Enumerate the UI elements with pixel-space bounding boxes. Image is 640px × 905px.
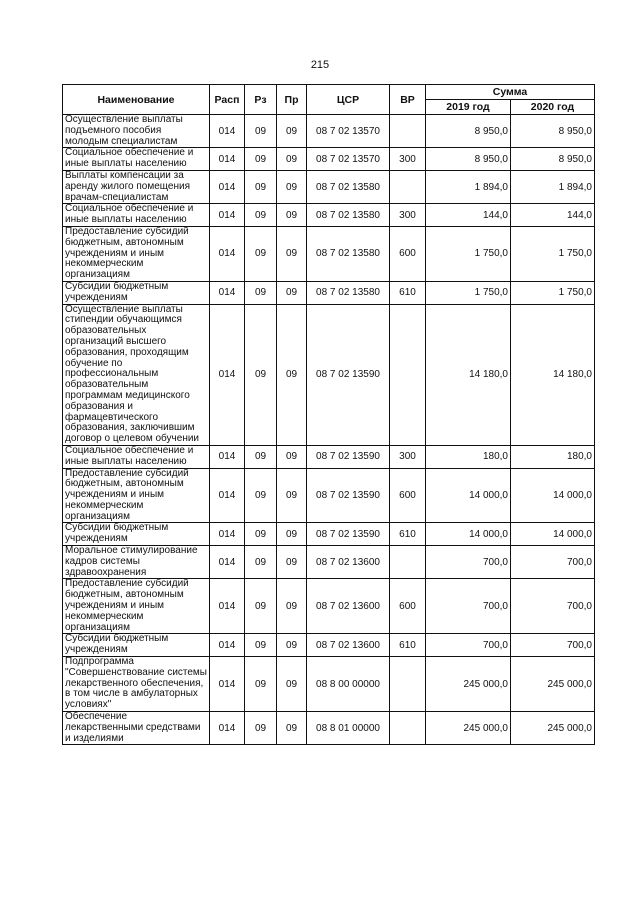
row-vr: 610 [390,523,426,546]
row-sum-2019: 8 950,0 [426,148,511,171]
row-name: Субсидии бюджетным учреждениям [63,281,210,304]
row-pr: 09 [277,226,307,281]
row-rz: 09 [245,546,277,579]
table-row [63,468,595,523]
row-name: Субсидии бюджетным учреждениям [63,634,210,657]
row-csr: 08 7 02 13600 [307,634,390,657]
row-rasp: 014 [210,579,245,634]
row-sum-2020: 14 000,0 [511,523,595,546]
row-name: Социальное обеспечение и иные выплаты населению [63,445,210,468]
row-rasp: 014 [210,712,245,745]
row-csr: 08 7 02 13580 [307,204,390,227]
row-sum-2020: 1 750,0 [511,226,595,281]
row-sum-2019: 1 894,0 [426,170,511,203]
row-csr: 08 7 02 13580 [307,226,390,281]
table-row [63,170,595,203]
row-pr: 09 [277,546,307,579]
row-name: Социальное обеспечение и иные выплаты населению [63,204,210,227]
header-rz: Рз [245,85,277,115]
row-sum-2020: 8 950,0 [511,115,595,148]
row-vr: 610 [390,281,426,304]
row-csr: 08 7 02 13580 [307,170,390,203]
row-vr [390,712,426,745]
row-sum-2019: 1 750,0 [426,226,511,281]
row-name: Подпрограмма "Совершенствование системы лекарственного обеспечения, в том числе в амбулаторных условиях" [63,657,210,712]
row-csr: 08 7 02 13570 [307,148,390,171]
row-pr: 09 [277,657,307,712]
row-rasp: 014 [210,546,245,579]
header-pr: Пр [277,85,307,115]
header-summa: Сумма [426,85,595,100]
row-rasp: 014 [210,634,245,657]
row-sum-2019: 144,0 [426,204,511,227]
row-vr: 300 [390,148,426,171]
table-row [63,304,595,445]
budget-table [62,84,595,745]
row-rasp: 014 [210,281,245,304]
row-pr: 09 [277,634,307,657]
row-rz: 09 [245,468,277,523]
row-csr: 08 7 02 13590 [307,445,390,468]
row-rz: 09 [245,204,277,227]
row-csr: 08 7 02 13580 [307,281,390,304]
row-rasp: 014 [210,657,245,712]
row-sum-2020: 700,0 [511,634,595,657]
row-name: Моральное стимулирование кадров системы здравоохранения [63,546,210,579]
row-vr [390,170,426,203]
row-rz: 09 [245,148,277,171]
row-csr: 08 7 02 13590 [307,304,390,445]
table-row [63,281,595,304]
row-rz: 09 [245,657,277,712]
table-header [63,85,595,115]
row-pr: 09 [277,712,307,745]
header-vr: ВР [390,85,426,115]
row-rasp: 014 [210,204,245,227]
row-sum-2019: 14 000,0 [426,523,511,546]
row-vr [390,115,426,148]
row-sum-2020: 700,0 [511,546,595,579]
row-pr: 09 [277,579,307,634]
header-2019: 2019 год [426,100,511,115]
row-rz: 09 [245,445,277,468]
row-sum-2019: 700,0 [426,579,511,634]
header-2020: 2020 год [511,100,595,115]
page-number: 215 [310,59,330,71]
row-rz: 09 [245,579,277,634]
row-rz: 09 [245,712,277,745]
table-row [63,657,595,712]
row-sum-2020: 1 750,0 [511,281,595,304]
row-sum-2019: 700,0 [426,634,511,657]
header-csr: ЦСР [307,85,390,115]
row-sum-2019: 245 000,0 [426,657,511,712]
row-rz: 09 [245,281,277,304]
row-vr: 600 [390,226,426,281]
row-name: Субсидии бюджетным учреждениям [63,523,210,546]
row-sum-2020: 180,0 [511,445,595,468]
row-csr: 08 7 02 13600 [307,579,390,634]
row-name: Обеспечение лекарственными средствами и изделиями [63,712,210,745]
row-rz: 09 [245,634,277,657]
table-row [63,712,595,745]
row-sum-2020: 245 000,0 [511,657,595,712]
row-csr: 08 7 02 13590 [307,523,390,546]
header-rasp: Расп [210,85,245,115]
row-vr: 300 [390,204,426,227]
table-row [63,634,595,657]
row-rz: 09 [245,304,277,445]
row-pr: 09 [277,281,307,304]
row-pr: 09 [277,148,307,171]
table-row [63,148,595,171]
row-csr: 08 7 02 13570 [307,115,390,148]
row-rz: 09 [245,170,277,203]
row-rasp: 014 [210,226,245,281]
row-sum-2020: 245 000,0 [511,712,595,745]
row-csr: 08 8 01 00000 [307,712,390,745]
row-name: Выплаты компенсации за аренду жилого помещения врачам-специалистам [63,170,210,203]
row-vr [390,657,426,712]
row-pr: 09 [277,170,307,203]
row-sum-2019: 14 180,0 [426,304,511,445]
row-sum-2019: 245 000,0 [426,712,511,745]
row-name: Социальное обеспечение и иные выплаты населению [63,148,210,171]
row-pr: 09 [277,304,307,445]
row-rasp: 014 [210,468,245,523]
row-rasp: 014 [210,170,245,203]
row-name: Предоставление субсидий бюджетным, автономным учреждениям и иным некоммерческим организациям [63,468,210,523]
row-sum-2019: 14 000,0 [426,468,511,523]
row-sum-2020: 700,0 [511,579,595,634]
row-rasp: 014 [210,304,245,445]
table-row [63,204,595,227]
row-rz: 09 [245,226,277,281]
row-vr [390,546,426,579]
row-sum-2020: 144,0 [511,204,595,227]
table-body [63,115,595,745]
row-csr: 08 7 02 13590 [307,468,390,523]
row-rasp: 014 [210,115,245,148]
row-vr [390,304,426,445]
row-rz: 09 [245,523,277,546]
row-sum-2020: 14 180,0 [511,304,595,445]
table-row [63,579,595,634]
row-rz: 09 [245,115,277,148]
row-sum-2019: 1 750,0 [426,281,511,304]
row-rasp: 014 [210,445,245,468]
row-sum-2020: 1 894,0 [511,170,595,203]
row-pr: 09 [277,445,307,468]
row-pr: 09 [277,204,307,227]
row-vr: 600 [390,579,426,634]
row-sum-2019: 700,0 [426,546,511,579]
row-sum-2019: 8 950,0 [426,115,511,148]
row-name: Предоставление субсидий бюджетным, автономным учреждениям и иным некоммерческим организациям [63,579,210,634]
row-pr: 09 [277,115,307,148]
row-name: Осуществление выплаты подъемного пособия молодым специалистам [63,115,210,148]
row-csr: 08 8 00 00000 [307,657,390,712]
row-vr: 300 [390,445,426,468]
table-row [63,445,595,468]
row-pr: 09 [277,523,307,546]
row-sum-2020: 8 950,0 [511,148,595,171]
header-name: Наименование [63,85,210,115]
row-pr: 09 [277,468,307,523]
table-row [63,546,595,579]
table-row [63,115,595,148]
row-vr: 610 [390,634,426,657]
row-name: Предоставление субсидий бюджетным, автономным учреждениям и иным некоммерческим организациям [63,226,210,281]
row-rasp: 014 [210,148,245,171]
row-csr: 08 7 02 13600 [307,546,390,579]
row-vr: 600 [390,468,426,523]
row-sum-2019: 180,0 [426,445,511,468]
row-sum-2020: 14 000,0 [511,468,595,523]
table-row [63,226,595,281]
row-name: Осуществление выплаты стипендии обучающимся образовательных организаций высшего образования, проходящим обучение по профессиональным образовательным программам медицинского образования и фармацевтического образования, заключившим договор о целевом обучении [63,304,210,445]
table-row [63,523,595,546]
row-rasp: 014 [210,523,245,546]
